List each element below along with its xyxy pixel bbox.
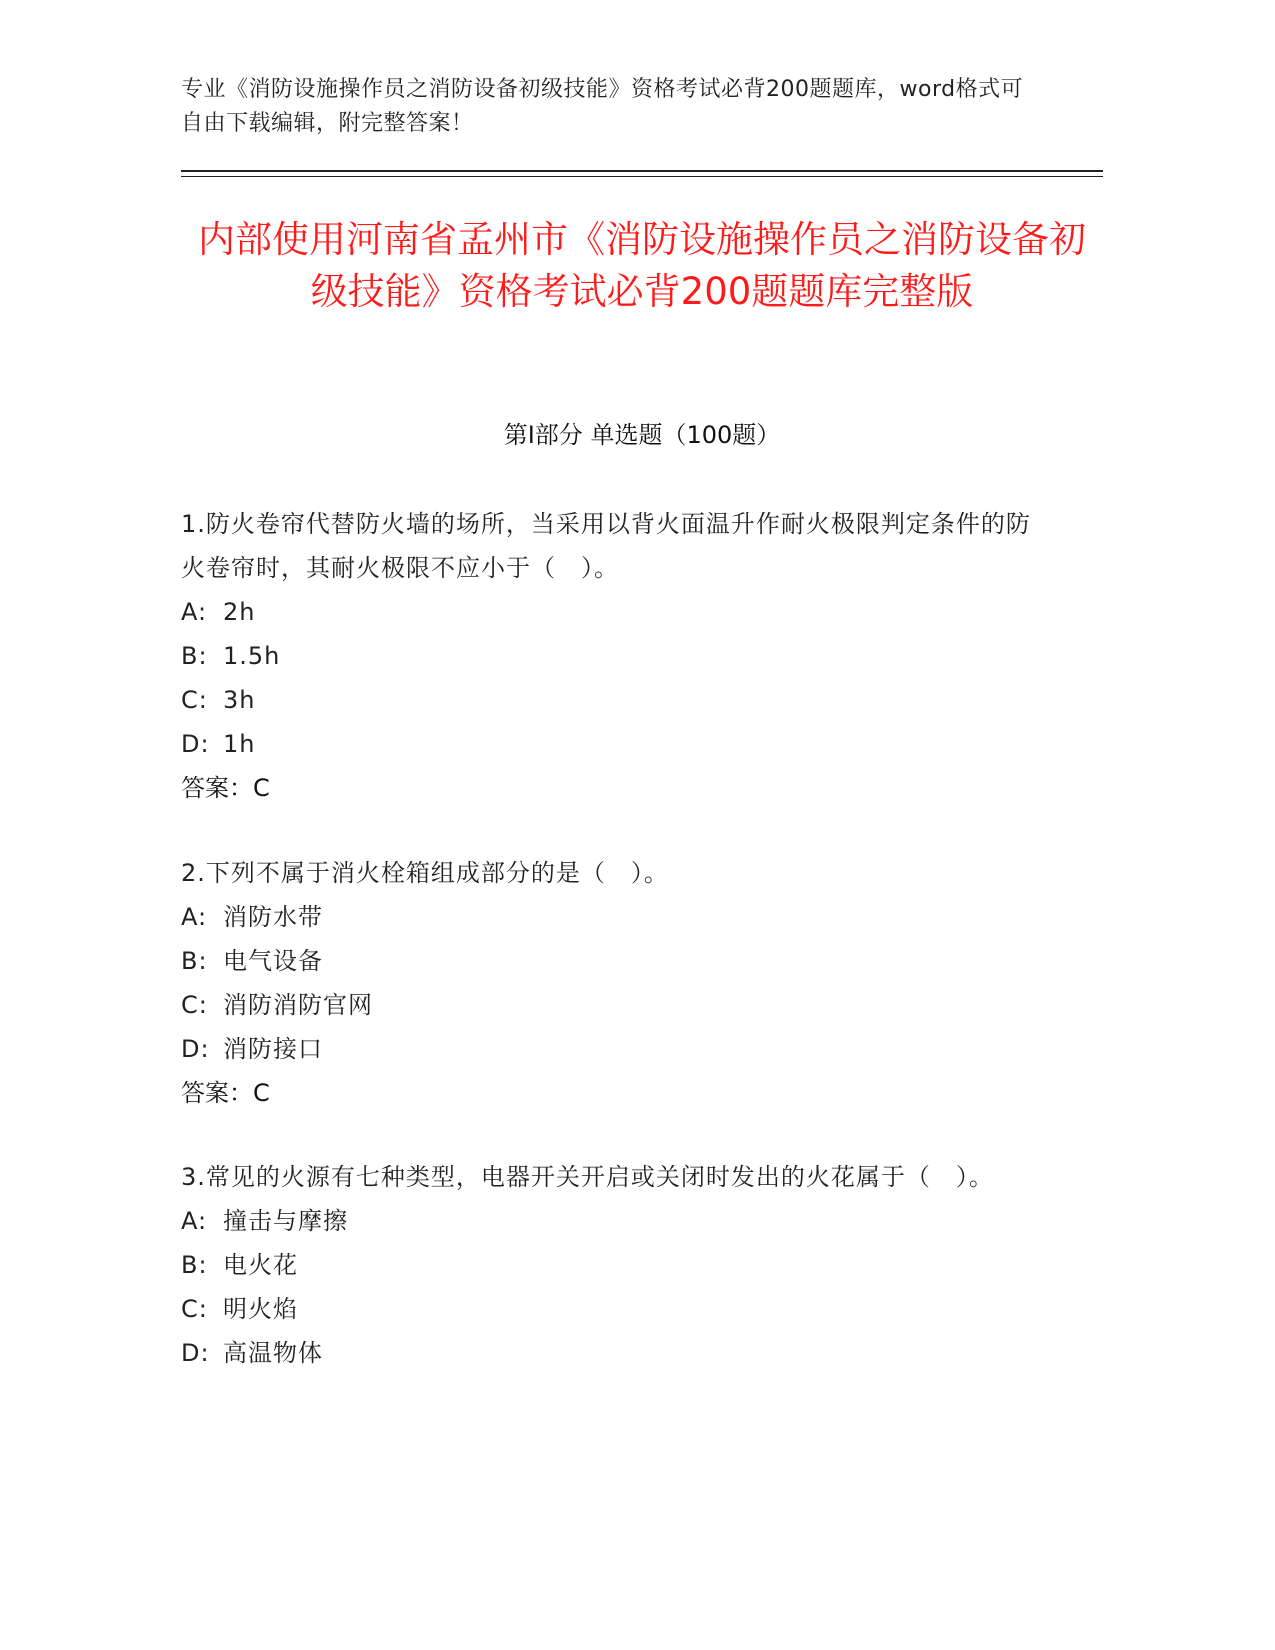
- option-a: [181, 590, 1041, 634]
- option-a: [181, 1199, 1041, 1243]
- option-d: [181, 1331, 1041, 1375]
- option-d: [181, 722, 1041, 766]
- question-item: [181, 851, 1041, 1115]
- option-b: [181, 939, 1041, 983]
- option-text: 1h: [223, 730, 256, 758]
- option-a: [181, 895, 1041, 939]
- option-b: [181, 1243, 1041, 1287]
- option-letter: C:: [181, 991, 208, 1019]
- option-letter: B:: [181, 947, 208, 975]
- option-letter: C:: [181, 686, 208, 714]
- option-c: [181, 1287, 1041, 1331]
- option-letter: A:: [181, 1207, 208, 1235]
- option-c: [181, 983, 1041, 1027]
- option-letter: D:: [181, 1035, 210, 1063]
- answer-text: 答案：C: [181, 1079, 270, 1107]
- question-text: 1.防火卷帘代替防火墙的场所，当采用以背火面温升作耐火极限判定条件的防火卷帘时，其耐火极限不应小于（ ）。: [181, 510, 1031, 582]
- option-text: 高温物体: [223, 1339, 323, 1367]
- option-b: [181, 634, 1041, 678]
- option-text: 1.5h: [223, 642, 281, 670]
- question-text: 2.下列不属于消火栓箱组成部分的是（ ）。: [181, 859, 669, 887]
- section-title: 第I部分 单选题（100题）: [503, 421, 781, 449]
- option-letter: A:: [181, 903, 208, 931]
- option-text: 2h: [223, 598, 256, 626]
- option-text: 3h: [223, 686, 256, 714]
- option-c: [181, 678, 1041, 722]
- option-text: 电气设备: [223, 947, 323, 975]
- option-text: 消防接口: [223, 1035, 323, 1063]
- header-divider-thin: [181, 176, 1103, 177]
- header-divider-thick: [181, 170, 1103, 172]
- option-text: 明火焰: [223, 1295, 298, 1323]
- option-text: 撞击与摩擦: [223, 1207, 348, 1235]
- header-note: 专业《消防设施操作员之消防设备初级技能》资格考试必背200题题库，word格式可自由下载编辑，附完整答案！: [181, 77, 1024, 136]
- question-item: [181, 1155, 1041, 1375]
- option-text: 消防消防官网: [223, 991, 373, 1019]
- option-letter: C:: [181, 1295, 208, 1323]
- option-letter: D:: [181, 1339, 210, 1367]
- document-title: 内部使用河南省孟州市《消防设施操作员之消防设备初级技能》资格考试必背200题题库完整版: [198, 218, 1086, 313]
- question-text: 3.常见的火源有七种类型，电器开关开启或关闭时发出的火花属于（ ）。: [181, 1163, 994, 1191]
- option-letter: B:: [181, 1251, 208, 1279]
- option-letter: A:: [181, 598, 208, 626]
- option-d: [181, 1027, 1041, 1071]
- option-text: 消防水带: [223, 903, 323, 931]
- question-item: [181, 502, 1041, 810]
- option-letter: B:: [181, 642, 208, 670]
- option-letter: D:: [181, 730, 210, 758]
- option-text: 电火花: [223, 1251, 298, 1279]
- answer-text: 答案：C: [181, 774, 270, 802]
